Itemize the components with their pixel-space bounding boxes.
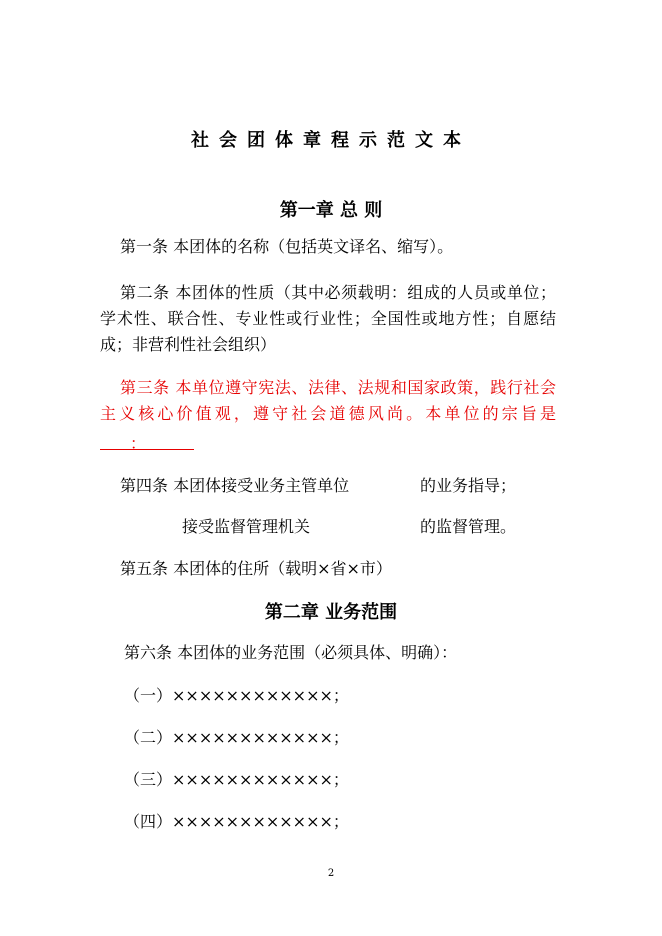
article-2: 第二条 本团体的性质（其中必须载明：组成的人员或单位；学术性、联合性、专业性或行业性；全国性或地方性；自愿结成；非营利性社会组织） xyxy=(100,283,556,354)
article-3 xyxy=(100,375,556,453)
article-3-text: 第三条 本单位遵守宪法、法律、法规和国家政策，践行社会主义核心价值观，遵守社会道德风尚。本单位的宗旨是 xyxy=(100,378,556,423)
document-title: 社会团体章程示范文本 xyxy=(191,130,471,151)
article-1: 第一条 本团体的名称（包括英文译名、缩写）。 xyxy=(120,237,454,256)
list-item-3: （三）××××××××××××； xyxy=(124,770,349,789)
chapter-2-heading: 第二章 业务范围 xyxy=(264,602,398,623)
article-6: 第六条 本团体的业务范围（必须具体、明确）： xyxy=(124,643,458,662)
list-item-2: （二）××××××××××××； xyxy=(124,728,349,747)
list-item-1: （一）××××××××××××； xyxy=(124,686,349,705)
page-number: 2 xyxy=(327,868,335,879)
article-4-line-1-left: 第四条 本团体接受业务主管单位 xyxy=(120,476,350,495)
chapter-1-heading: 第一章 总 则 xyxy=(279,200,383,221)
article-4-line-2-left: 接受监督管理机关 xyxy=(182,517,311,536)
article-4-line-1-right: 的业务指导； xyxy=(420,476,517,495)
article-5: 第五条 本团体的住所（载明×省×市） xyxy=(120,559,392,578)
article-3-blank xyxy=(100,431,194,453)
list-item-4: （四）××××××××××××； xyxy=(124,812,349,831)
article-3-blank-text: ： xyxy=(130,434,147,453)
article-4-line-2-right: 的监督管理。 xyxy=(420,517,517,536)
